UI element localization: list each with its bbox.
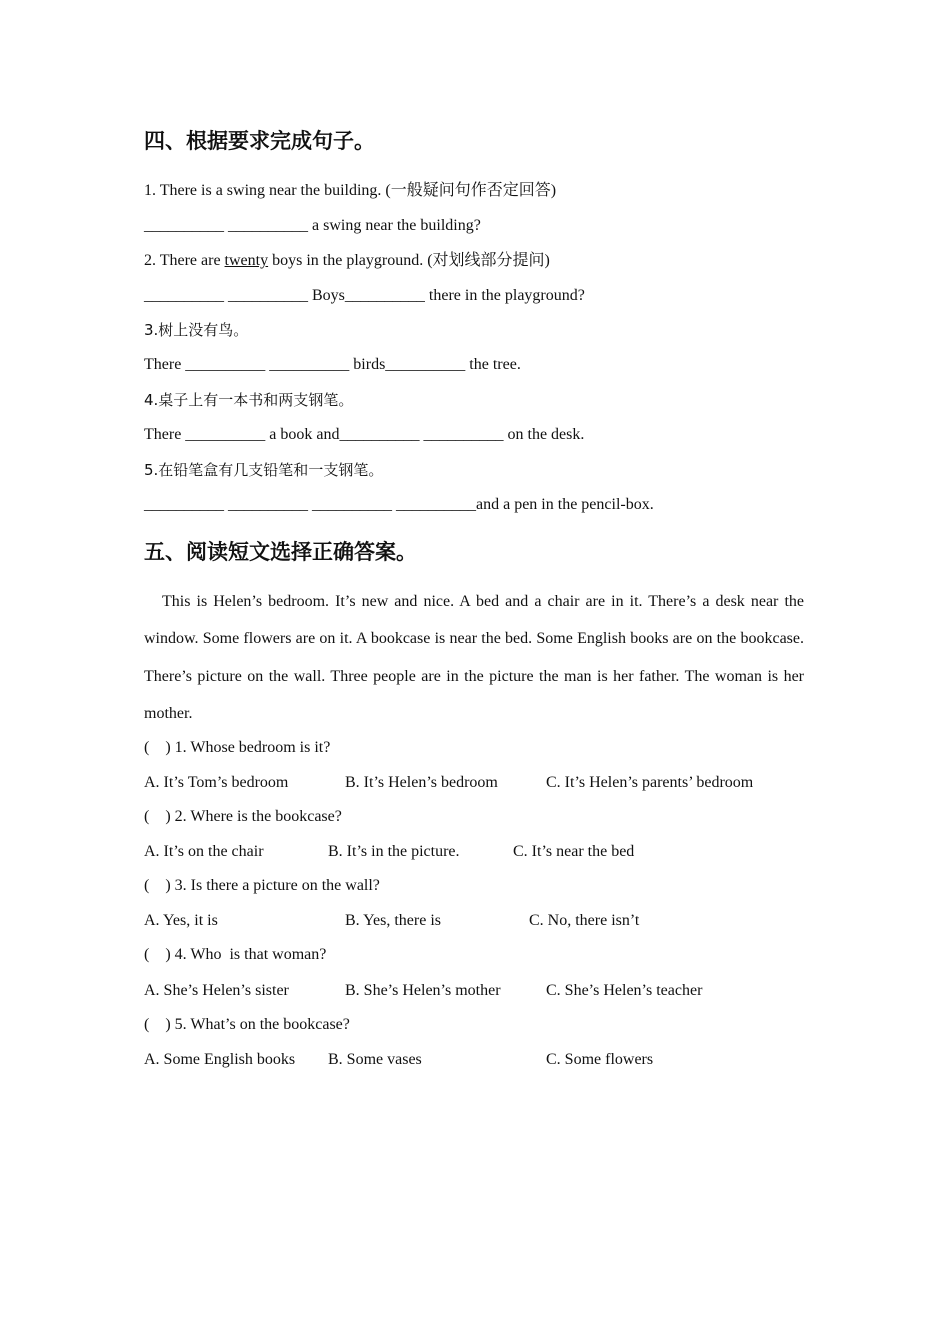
q5-prompt: 5.在铅笔盒有几支铅笔和一支钢笔。 (144, 461, 384, 479)
q2-underlined-word: twenty (224, 252, 269, 269)
q2-prompt-before: 2. There are (144, 252, 225, 269)
mc-q2-option-b: B. It’s in the picture. (328, 843, 460, 860)
mc-question-2: ( ) 2. Where is the bookcase? (144, 808, 342, 825)
mc-q3-option-a: A. Yes, it is (144, 912, 218, 929)
q5-fill-line: __________ __________ __________ __________and a pen in the pencil-box. (144, 496, 654, 513)
q2-prompt (144, 251, 550, 271)
mc-q3-option-b: B. Yes, there is (345, 912, 442, 929)
mc-q2-option-a: A. It’s on the chair (144, 843, 264, 860)
reading-passage: This is Helen’s bedroom. It’s new and nice. A bed and a chair are in it. There’s a desk near the window. Some flowers are on it. A bookcase is near the bed. Some English books are on the bookcase. There’s picture on the wall. Three people are in the picture the man is her father. The woman is her mother. (144, 593, 804, 722)
mc-q3-option-c: C. No, there isn’t (529, 912, 640, 929)
section4-title: 四、根据要求完成句子。 (144, 129, 375, 153)
q3-prompt: 3.树上没有鸟。 (144, 321, 249, 339)
q4-fill-line: There __________ a book and__________ __________ on the desk. (144, 426, 585, 443)
q1-fill-line: __________ __________ a swing near the building? (144, 217, 481, 234)
mc-q4-option-c: C. She’s Helen’s teacher (546, 982, 703, 999)
mc-q1-option-b: B. It’s Helen’s bedroom (345, 774, 498, 791)
q3-fill-line: There __________ __________ birds__________ the tree. (144, 356, 521, 373)
section5-title: 五、阅读短文选择正确答案。 (144, 540, 417, 564)
mc-q5-option-c: C. Some flowers (546, 1051, 654, 1068)
mc-q1-option-a: A. It’s Tom’s bedroom (144, 774, 289, 791)
mc-question-1: ( ) 1. Whose bedroom is it? (144, 739, 331, 756)
mc-question-5: ( ) 5. What’s on the bookcase? (144, 1016, 350, 1033)
mc-q5-option-a: A. Some English books (144, 1051, 296, 1068)
mc-q1-option-c: C. It’s Helen’s parents’ bedroom (546, 774, 754, 791)
mc-q4-option-b: B. She’s Helen’s mother (345, 982, 501, 999)
q1-prompt: 1. There is a swing near the building. (一般疑问句作否定回答) (144, 182, 557, 199)
mc-question-4: ( ) 4. Who is that woman? (144, 946, 327, 963)
mc-question-3: ( ) 3. Is there a picture on the wall? (144, 877, 380, 894)
mc-q4-option-a: A. She’s Helen’s sister (144, 982, 289, 999)
q2-prompt-after: boys in the playground. (对划线部分提问) (268, 252, 550, 269)
q2-fill-line: __________ __________ Boys__________ there in the playground? (144, 287, 585, 304)
q4-prompt: 4.桌子上有一本书和两支钢笔。 (144, 391, 354, 409)
mc-q5-option-b: B. Some vases (328, 1051, 422, 1068)
mc-q2-option-c: C. It’s near the bed (513, 843, 635, 860)
